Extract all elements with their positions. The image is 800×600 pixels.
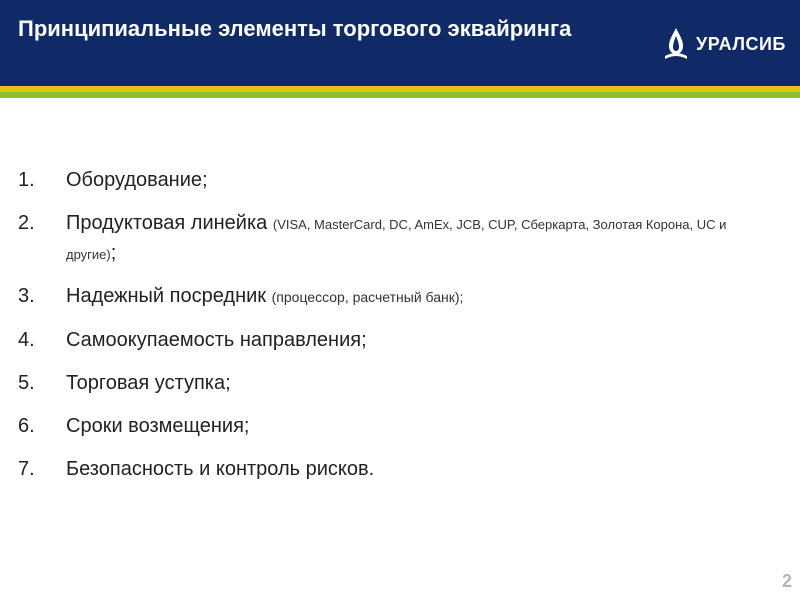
list-item [18, 369, 778, 398]
slide-title: Принципиальные элементы торгового эквайринга [18, 16, 572, 41]
list-item-text: Сроки возмещения; [66, 415, 250, 437]
list-item [18, 282, 778, 312]
elements-list [18, 166, 778, 498]
list-item-number: 4. [18, 329, 35, 351]
list-item-number: 1. [18, 169, 35, 191]
list-item-text: Безопасность и контроль рисков. [66, 458, 375, 480]
list-item [18, 166, 778, 195]
list-item-text: Надежный посредник [66, 285, 272, 307]
list-item-text-wrapper [66, 209, 778, 269]
page-number: 2 [781, 571, 792, 591]
list-item [18, 326, 778, 355]
list-item-text-wrapper [66, 282, 778, 312]
header-bar [0, 0, 800, 86]
uralsib-flame-icon [662, 26, 690, 62]
list-item-tail: ; [110, 242, 117, 264]
list-item-number: 3. [18, 285, 35, 307]
green-stripe [0, 92, 800, 98]
list-item-detail: (VISA, MasterCard, DC, AmEx, JCB, CUP, Сберкарта, Золотая Корона, UC и другие) [66, 217, 727, 262]
list-item-text: Продуктовая линейка [66, 212, 273, 234]
list-item [18, 455, 778, 484]
list-item-detail: (процессор, расчетный банк); [271, 289, 464, 305]
logo-text: УРАЛСИБ [696, 33, 786, 54]
list-item-number: 2. [18, 212, 35, 234]
list-item-text: Оборудование; [66, 169, 208, 191]
list-item-number: 7. [18, 458, 35, 480]
list-item [18, 412, 778, 441]
uralsib-logo [662, 24, 786, 64]
list-item-number: 5. [18, 372, 35, 394]
list-item-text: Самоокупаемость направления; [66, 329, 367, 351]
list-item-text: Торговая уступка; [66, 372, 231, 394]
list-item [18, 209, 778, 269]
list-item-number: 6. [18, 415, 35, 437]
